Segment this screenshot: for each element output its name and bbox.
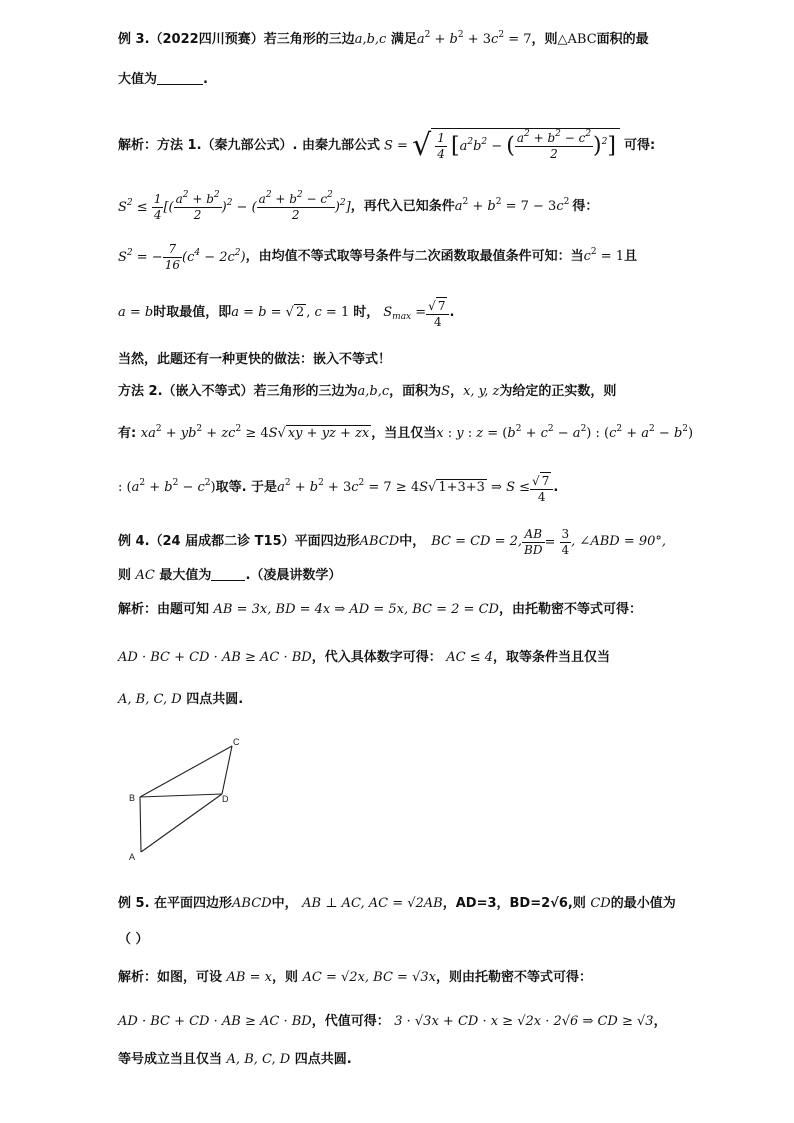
sides-abc-2: a,b,c: [357, 384, 390, 399]
step-2-tail: ，由均值不等式取等号条件与二次函数取最值条件可知：当: [245, 249, 584, 264]
source-text: .（凌晨讲数学）: [245, 568, 342, 583]
concyclic-text-5: 四点共圆.: [294, 1052, 352, 1067]
sqrt7-over-4: $\frac{√ 7}{4}$: [426, 297, 449, 330]
ad-bd-values: ，AD=3，BD=2√6,: [442, 896, 573, 911]
answer-parens: （ ）: [118, 932, 149, 947]
quad-abcd-5: ABCD: [232, 896, 272, 911]
you-text: 有:: [118, 426, 137, 441]
a-b-c-values: a = b = √ 2 , c = 1: [231, 305, 350, 320]
solution-3-step-3: a = b 时取最值，即 a = b = √ 2 , c = 1 时， $S_{max}$ = $\frac{√ 7}{4}$ .: [118, 298, 455, 329]
period: .: [203, 72, 208, 87]
substitute-text: ，代入具体数字可得：: [311, 650, 442, 665]
ac-result: AC ≤ 4: [446, 650, 493, 665]
quadrilateral-figure: [120, 735, 250, 865]
solution-5-lead: 解析：如图，可设: [118, 970, 223, 985]
example-4-line-1: [118, 524, 754, 560]
a-equals-b: a = b: [118, 305, 154, 320]
ac-bc-values: AC = √2x, BC = √3x: [302, 970, 436, 985]
example-4-heading: 例 4.（24 届成都二诊 T15）平面四边形: [118, 534, 360, 549]
ze-text-s5: ，则: [271, 970, 298, 985]
concyclic-text: 四点共圆.: [186, 692, 244, 707]
substitute-text-5: ，代值可得：: [311, 1014, 390, 1029]
ze-text-5: 则: [572, 896, 586, 911]
when-text: ，当且仅当: [371, 426, 437, 441]
period-2: .: [553, 480, 559, 495]
ptolemy-inequality-5: AD · BC + CD · AB ≥ AC · BD: [118, 1014, 312, 1029]
solution-4-line-2: [118, 648, 754, 668]
given-values: AB = 3x, BD = 4x ⇒ AD = 5x, BC = 2 = CD: [213, 602, 499, 617]
remark-line: [118, 350, 754, 370]
final-sqrt7-over-4: $\frac{√ 7}{4}$: [530, 472, 553, 505]
solution-5-line-3: [118, 1050, 754, 1070]
area-formula: S = √ $\frac{1}{4}$ [$a^2b^2$ − ( $\frac{a^2 + b^2 - c^2}{2}$ )$^2$]: [384, 128, 620, 164]
condition-math: $a^2 + b^2 + 3c^2 = 7$: [416, 30, 532, 47]
method-1-tail: 可得:: [623, 138, 656, 153]
ab-ac-cond: AB ⊥ AC, AC = √2AB: [302, 896, 443, 911]
condition-text: 满足: [390, 32, 417, 47]
step-3-when: 时，: [353, 305, 380, 320]
step-1-inequality: $S^2$ ≤ $\frac{1}{4}$ [( $\frac{a^2 + b^2}{2}$ )$^2$ − ( $\frac{a^2 + b^2 - c^2}{2}$ )$^2$]: [118, 189, 351, 222]
example-5-line-1: [118, 894, 754, 914]
step-2-expression: $S^2$ = − $\frac{7}{16}$ $(c^4 - 2c^2)$: [118, 241, 246, 272]
method-2-lead: 方法 2.（嵌入不等式）若三角形的三边为: [118, 384, 358, 399]
ptolemy-text: ，由托勒密不等式可得：: [498, 602, 642, 617]
xyz: x, y, z: [463, 384, 500, 399]
example-5-heading: 例 5. 在平面四边形: [118, 896, 233, 911]
solution-4-line-1: [118, 600, 754, 620]
equality-condition-text: 等号成立当且仅当: [118, 1052, 223, 1067]
solution-3-step-2: [118, 240, 754, 274]
comma: ，: [653, 1014, 667, 1029]
triangle-abc: △ABC: [557, 32, 597, 47]
area-text: ，面积为: [389, 384, 442, 399]
edge-bc: [140, 746, 232, 797]
condition-text-4: ，取等条件当且仅当: [493, 650, 611, 665]
min-text: 的最小值为: [610, 896, 676, 911]
edge-cd: [222, 746, 232, 794]
ratio-three-fourths: = $\frac{3}{4}$: [544, 526, 570, 557]
s-max: $S_{max}$ =: [383, 305, 427, 322]
solution-3-method-1: [118, 126, 754, 166]
equality-text: 取等. 于是: [215, 480, 278, 495]
edge-bd: [140, 794, 222, 797]
then-text: ，则: [531, 32, 558, 47]
question-text-2: 大值为: [118, 72, 158, 87]
example-3-line-2: [118, 70, 754, 90]
answer-blank-4: [211, 568, 245, 581]
example-5-line-2: [118, 930, 754, 950]
solution-4-lead: 解析：由题可知: [118, 602, 210, 617]
question-text: 面积的最: [596, 32, 649, 47]
condition-2: $a^2 + b^2 = 7 - 3c^2$: [454, 197, 570, 214]
example-3-line-1: [118, 30, 754, 50]
method-2-line-1: 方法 2.（嵌入不等式）若三角形的三边为a,b,c，面积为S，x, y, z为给定的正实数，则: [118, 384, 617, 399]
step-1-tail: ，再代入已知条件: [350, 199, 455, 214]
method-1-lead: 解析：方法 1.（秦九部公式）. 由秦九部公式: [118, 138, 380, 153]
sides-abc: a,b,c: [354, 32, 387, 47]
zhong-text: 中，: [399, 534, 426, 549]
final-chain: $a^2 + b^2 + 3c^2 = 7 \ge 4S√$ 1+3+3 ⇒ S ≤: [277, 478, 531, 495]
points-abcd-5: A, B, C, D: [226, 1052, 291, 1067]
edge-ad: [141, 794, 222, 852]
bc-cd-cond: BC = CD = 2,: [431, 534, 523, 549]
cd-chain: 3 · √3x + CD · x ≥ √2x · 2√6 ⇒ CD ≥ √3: [394, 1014, 654, 1029]
solution-5-line-2: [118, 1012, 754, 1032]
label-a: A: [129, 852, 136, 862]
ab-equals-x: AB = x: [226, 970, 272, 985]
max-text: 最大值为: [159, 568, 212, 583]
solution-4-line-3: [118, 690, 754, 710]
qie-text: 且: [624, 249, 638, 264]
area-s: S: [441, 384, 451, 399]
label-b: B: [129, 793, 136, 803]
ab-over-bd: $\frac{AB}{BD}$: [524, 526, 543, 557]
de-text: 得：: [572, 199, 599, 214]
c-squared-eq: $c^2 = 1$: [583, 247, 625, 264]
ze-text: 则: [118, 568, 132, 583]
method-2-line-2: [118, 424, 754, 444]
ptolemy-inequality: AD · BC + CD · AB ≥ AC · BD: [118, 650, 312, 665]
ratio-condition-2: : $(a^2 + b^2 - c^2)$: [118, 478, 216, 495]
method-2-line-3: [118, 470, 754, 506]
ptolemy-text-5: ，则由托勒密不等式可得：: [435, 970, 592, 985]
ac-label: AC: [135, 568, 155, 583]
label-d: D: [222, 794, 229, 804]
example-3-heading: 例 3.（2022四川预赛）若三角形的三边: [118, 32, 355, 47]
zhong-text-5: 中，: [271, 896, 298, 911]
solution-3-step-1: [118, 190, 754, 224]
edge-ab: [140, 797, 141, 852]
label-c: C: [233, 737, 240, 747]
angle-abd: , ∠ABD = 90°,: [571, 534, 667, 549]
solution-5-line-1: [118, 968, 754, 988]
positive-text: 为给定的正实数，则: [499, 384, 617, 399]
ratio-condition: x : y : $z = (b^2 + c^2 - a^2)$ : $(c^2 + a^2 - b^2)$: [436, 424, 694, 441]
embedding-inequality: $xa^2 + yb^2 + zc^2 \ge 4S√$ xy + yz + zx: [140, 424, 370, 441]
example-4-line-2: [118, 566, 754, 586]
cd-label: CD: [590, 896, 611, 911]
answer-blank: [157, 72, 203, 85]
remark-text: 当然，此题还有一种更快的做法：嵌入不等式！: [118, 352, 392, 367]
points-abcd: A, B, C, D: [118, 692, 182, 707]
quad-abcd: ABCD: [359, 534, 400, 549]
step-3-text: 时取最值，即: [153, 305, 232, 320]
